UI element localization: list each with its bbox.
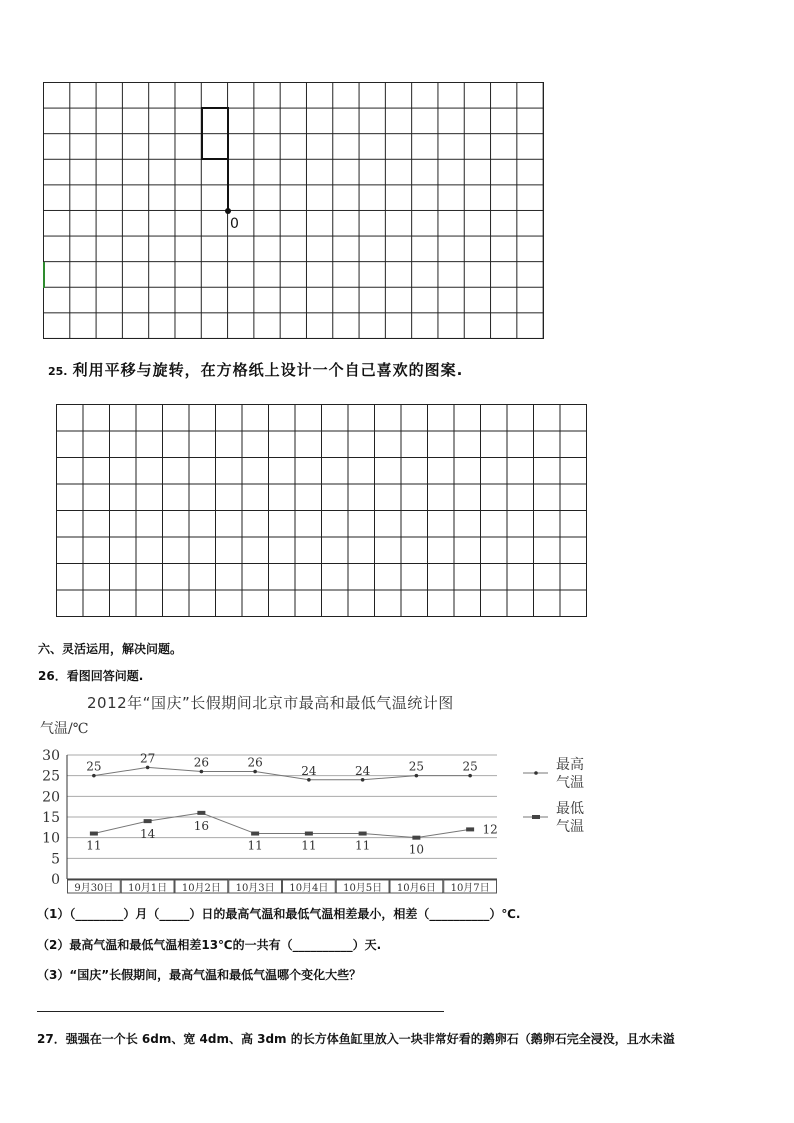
data-label: 24: [354, 763, 371, 778]
y-tick-label: 10: [42, 830, 60, 847]
data-label: 26: [193, 755, 210, 770]
x-tick-label: 10月1日: [128, 883, 168, 894]
legend-marker: [534, 771, 538, 775]
y-tick-label: 15: [42, 810, 60, 826]
x-tick-label: 10月7日: [450, 883, 490, 894]
data-point: [361, 778, 365, 782]
data-point: [197, 811, 205, 815]
data-point: [90, 832, 98, 836]
origin-label: 0: [230, 216, 239, 232]
x-tick-label: 10月3日: [235, 883, 275, 894]
question-3: （3）“国庆”长假期间，最高气温和最低气温哪个变化大些？: [37, 968, 362, 982]
y-tick-label: 5: [51, 851, 60, 868]
y-tick-label: 0: [51, 872, 60, 888]
legend-marker: [532, 815, 540, 819]
data-point: [144, 819, 152, 823]
data-label: 26: [247, 755, 263, 770]
data-point: [92, 774, 96, 778]
data-point: [251, 832, 259, 836]
data-point: [466, 827, 474, 831]
x-tick-label: 10月5日: [343, 883, 383, 894]
temperature-chart: [0, 740, 794, 895]
data-point: [307, 778, 311, 782]
data-label: 11: [354, 838, 371, 853]
data-label: 11: [247, 838, 263, 853]
question-1: （1）（________）月（_____）日的最高气温和最低气温相差最小，相差（__________）℃.: [37, 907, 521, 921]
data-label: 25: [462, 759, 478, 774]
data-point: [200, 770, 204, 774]
q27-text: 27．强强在一个长 6dm、宽 4dm、高 3dm 的长方体鱼缸里放入一块非常好看的鹅卵石（鹅卵石完全浸没，且水未溢: [37, 1032, 675, 1046]
q25-text: 利用平移与旋转，在方格纸上设计一个自己喜欢的图案.: [72, 361, 464, 379]
data-label: 10: [408, 842, 425, 857]
data-label: 24: [301, 763, 317, 778]
q25-number: 25.: [48, 365, 68, 378]
data-point: [253, 770, 257, 774]
data-point: [412, 836, 420, 840]
q26-title: 26．看图回答问题.: [38, 669, 144, 683]
data-point: [468, 774, 472, 778]
data-point: [359, 832, 367, 836]
data-label: 25: [408, 759, 425, 774]
data-label: 12: [482, 822, 498, 837]
section-6-title: 六、灵活运用，解决问题。: [38, 642, 183, 656]
data-label: 14: [139, 827, 156, 842]
data-label: 25: [86, 759, 102, 774]
legend-label: 气温: [556, 775, 584, 791]
data-point: [305, 832, 313, 836]
data-label: 11: [86, 838, 102, 853]
x-tick-label: 10月4日: [289, 883, 329, 894]
legend-label: 最高: [556, 757, 584, 773]
y-tick-label: 30: [42, 748, 60, 764]
chart-title: 2012年“国庆”长假期间北京市最高和最低气温统计图: [87, 694, 454, 712]
x-tick-label: 10月2日: [181, 883, 221, 894]
legend-label: 最低: [556, 801, 584, 817]
question-2: （2）最高气温和最低气温相差13℃的一共有（__________）天.: [37, 938, 382, 952]
q25-line: [48, 359, 463, 380]
data-label: 27: [139, 751, 156, 766]
data-point: [146, 766, 150, 770]
grid-paper-2: [56, 404, 587, 617]
legend-label: 气温: [556, 819, 584, 835]
grid-paper-1: [43, 82, 544, 339]
y-tick-label: 25: [42, 768, 60, 785]
x-tick-label: 9月30日: [74, 883, 114, 894]
data-label: 11: [301, 838, 317, 853]
data-label: 16: [193, 818, 210, 833]
y-axis-label: 气温/℃: [40, 721, 89, 737]
x-tick-label: 10月6日: [396, 883, 436, 894]
data-point: [415, 774, 419, 778]
answer-line: [37, 1011, 444, 1012]
y-tick-label: 20: [42, 789, 60, 806]
